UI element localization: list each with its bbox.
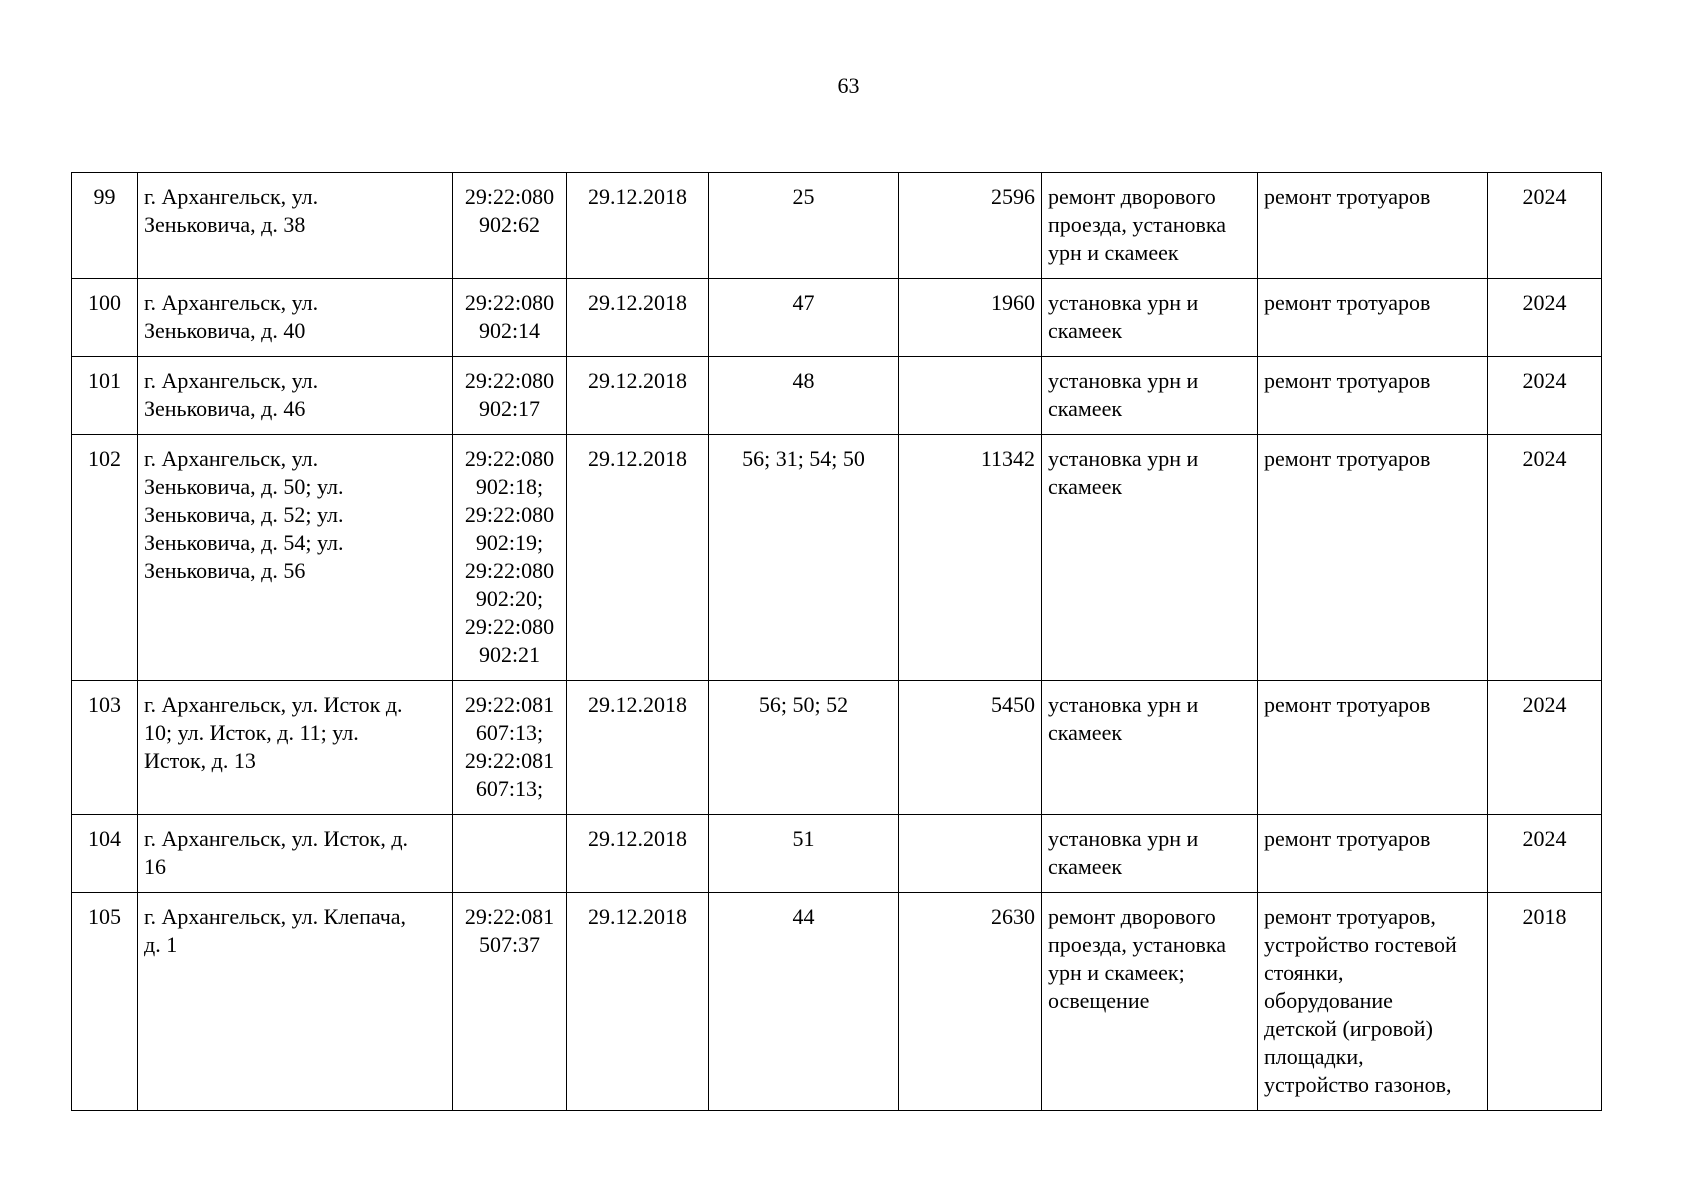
area-cell: 5450: [899, 681, 1042, 815]
address-cell: г. Архангельск, ул. Зеньковича, д. 46: [138, 357, 453, 435]
table-row: [72, 435, 1602, 681]
date-cell: 29.12.2018: [567, 893, 709, 1111]
cadastral-number-cell: 29:22:081 507:37: [453, 893, 567, 1111]
address-cell: г. Архангельск, ул. Зеньковича, д. 38: [138, 173, 453, 279]
area-cell: 2630: [899, 893, 1042, 1111]
cadastral-number-cell: 29:22:081 607:13; 29:22:081 607:13;: [453, 681, 567, 815]
area-cell: 1960: [899, 279, 1042, 357]
row-number-cell: 104: [72, 815, 138, 893]
address-cell: г. Архангельск, ул. Исток д. 10; ул. Исток, д. 11; ул. Исток, д. 13: [138, 681, 453, 815]
table-row: [72, 681, 1602, 815]
additional-works-cell: ремонт тротуаров: [1258, 357, 1488, 435]
apartment-numbers-cell: 48: [709, 357, 899, 435]
apartment-numbers-cell: 47: [709, 279, 899, 357]
table-body: [72, 173, 1602, 1111]
row-number-cell: 99: [72, 173, 138, 279]
minimum-works-cell: установка урн и скамеек: [1042, 357, 1258, 435]
row-number-cell: 102: [72, 435, 138, 681]
date-cell: 29.12.2018: [567, 173, 709, 279]
year-cell: 2024: [1488, 681, 1602, 815]
cadastral-number-cell: 29:22:080 902:62: [453, 173, 567, 279]
year-cell: 2024: [1488, 357, 1602, 435]
additional-works-cell: ремонт тротуаров: [1258, 279, 1488, 357]
cadastral-number-cell: 29:22:080 902:14: [453, 279, 567, 357]
area-cell: 2596: [899, 173, 1042, 279]
page-number: 63: [837, 73, 860, 98]
table-row: [72, 815, 1602, 893]
date-cell: 29.12.2018: [567, 279, 709, 357]
year-cell: 2024: [1488, 279, 1602, 357]
table-row: [72, 173, 1602, 279]
row-number-cell: 103: [72, 681, 138, 815]
area-cell: 11342: [899, 435, 1042, 681]
table-row: [72, 893, 1602, 1111]
year-cell: 2024: [1488, 173, 1602, 279]
year-cell: 2018: [1488, 893, 1602, 1111]
address-cell: г. Архангельск, ул. Исток, д. 16: [138, 815, 453, 893]
additional-works-cell: ремонт тротуаров: [1258, 681, 1488, 815]
table-row: [72, 279, 1602, 357]
date-cell: 29.12.2018: [567, 681, 709, 815]
additional-works-cell: ремонт тротуаров, устройство гостевой стоянки, оборудование детской (игровой) площадки, устройство газонов,: [1258, 893, 1488, 1111]
apartment-numbers-cell: 44: [709, 893, 899, 1111]
minimum-works-cell: ремонт дворового проезда, установка урн и скамеек: [1042, 173, 1258, 279]
year-cell: 2024: [1488, 435, 1602, 681]
address-cell: г. Архангельск, ул. Зеньковича, д. 50; ул. Зеньковича, д. 52; ул. Зеньковича, д. 54; ул. Зеньковича, д. 56: [138, 435, 453, 681]
additional-works-cell: ремонт тротуаров: [1258, 435, 1488, 681]
row-number-cell: 105: [72, 893, 138, 1111]
table-row: [72, 357, 1602, 435]
area-cell: [899, 357, 1042, 435]
minimum-works-cell: установка урн и скамеек: [1042, 435, 1258, 681]
cadastral-number-cell: [453, 815, 567, 893]
row-number-cell: 101: [72, 357, 138, 435]
area-cell: [899, 815, 1042, 893]
minimum-works-cell: установка урн и скамеек: [1042, 279, 1258, 357]
minimum-works-cell: ремонт дворового проезда, установка урн и скамеек; освещение: [1042, 893, 1258, 1111]
minimum-works-cell: установка урн и скамеек: [1042, 815, 1258, 893]
row-number-cell: 100: [72, 279, 138, 357]
apartment-numbers-cell: 25: [709, 173, 899, 279]
cadastral-number-cell: 29:22:080 902:17: [453, 357, 567, 435]
additional-works-cell: ремонт тротуаров: [1258, 173, 1488, 279]
apartment-numbers-cell: 56; 50; 52: [709, 681, 899, 815]
minimum-works-cell: установка урн и скамеек: [1042, 681, 1258, 815]
apartment-numbers-cell: 51: [709, 815, 899, 893]
date-cell: 29.12.2018: [567, 815, 709, 893]
additional-works-cell: ремонт тротуаров: [1258, 815, 1488, 893]
cadastral-number-cell: 29:22:080 902:18; 29:22:080 902:19; 29:22:080 902:20; 29:22:080 902:21: [453, 435, 567, 681]
address-cell: г. Архангельск, ул. Зеньковича, д. 40: [138, 279, 453, 357]
date-cell: 29.12.2018: [567, 357, 709, 435]
registry-table: [71, 172, 1602, 1111]
apartment-numbers-cell: 56; 31; 54; 50: [709, 435, 899, 681]
year-cell: 2024: [1488, 815, 1602, 893]
date-cell: 29.12.2018: [567, 435, 709, 681]
address-cell: г. Архангельск, ул. Клепача, д. 1: [138, 893, 453, 1111]
